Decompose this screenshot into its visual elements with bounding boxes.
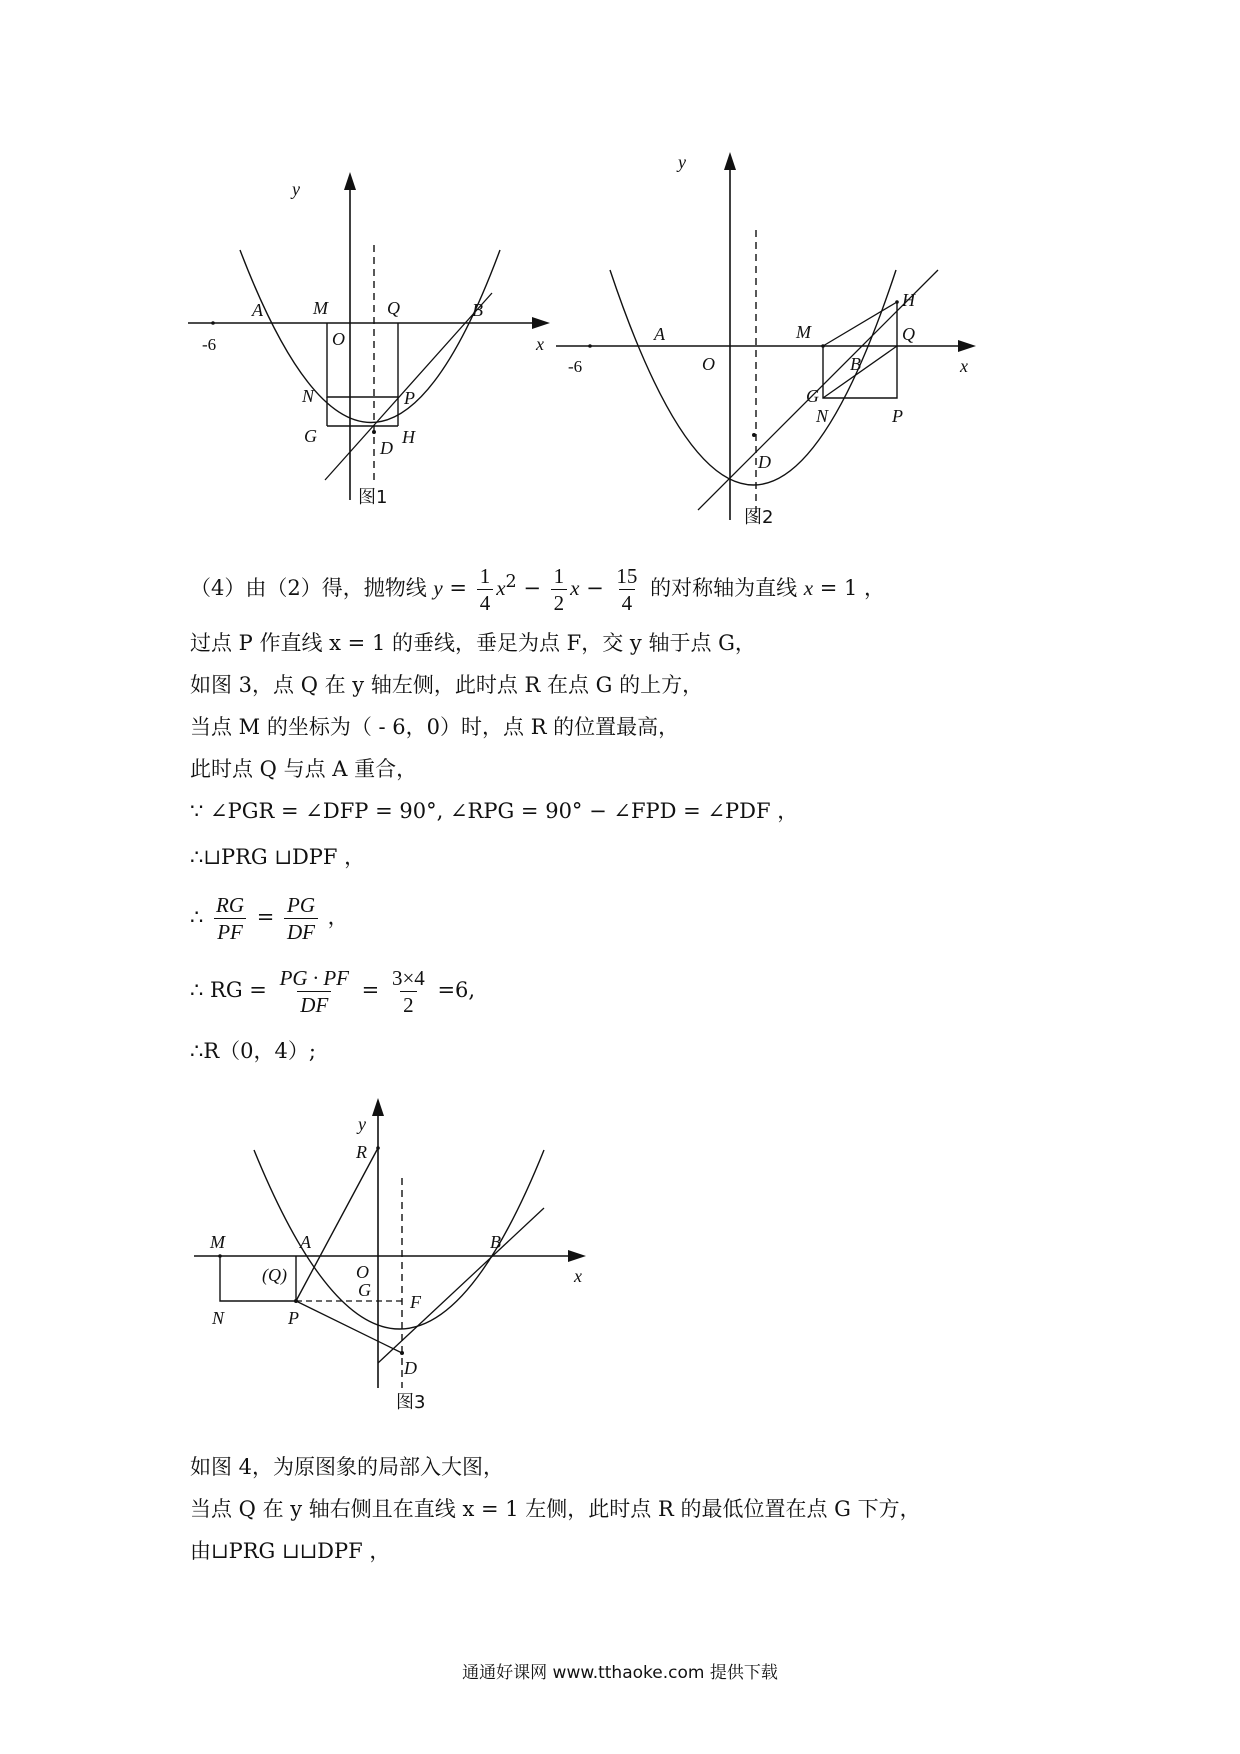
fig3-label-B: B — [490, 1232, 501, 1252]
fig3-label-y: y — [358, 1114, 366, 1134]
fig2-label-N: N — [816, 406, 829, 426]
fig1-label-G: G — [304, 426, 317, 446]
fig1-label-N: N — [302, 386, 315, 406]
fig3-label-P: P — [288, 1308, 299, 1328]
fig1-label-B: B — [472, 300, 483, 320]
fig3-label-N: N — [212, 1308, 225, 1328]
fraction-15-4: $\frac{15}{4}$ — [616, 564, 638, 615]
fig2-label-D: D — [758, 452, 771, 472]
text-line-11: 如图 4，为原图象的局部入大图， — [190, 1455, 505, 1479]
fig2-caption: 图2 — [744, 507, 774, 528]
fig3-label-O: O — [356, 1262, 369, 1282]
fraction-pg-pf-df: $\frac{PG \cdot PF}{DF}$ — [279, 966, 349, 1017]
text-line-4: 当点 M 的坐标为（ - 6，0）时，点 R 的位置最高， — [190, 715, 680, 739]
fig2-label-x: x — [960, 356, 968, 376]
fig2-label-O: O — [702, 354, 715, 374]
text-line-1: （4）由（2）得，抛物线 y = $\frac{1}{4}$ $x^2$ − $\frac{1}{2}$ x − $\frac{15}{4}$ 的对称轴为直线 x = 1 ， — [190, 564, 886, 615]
page-footer: 通通好课网 www.tthaoke.com 提供下载 — [462, 1663, 778, 1683]
figure-3 — [190, 1088, 610, 1438]
fig3-label-M: M — [210, 1232, 225, 1252]
fig2-label-H: H — [902, 290, 915, 310]
fig3-caption: 图3 — [396, 1392, 426, 1413]
fraction-3x4-2: $\frac{3\times 4}{2}$ — [391, 966, 425, 1017]
figure-2 — [548, 150, 988, 530]
fig1-label-O: O — [332, 329, 345, 349]
text-line-6: ∵ ∠PGR = ∠DFP = 90°, ∠RPG = 90° − ∠FPD = ∠PDF ， — [190, 799, 799, 823]
figure-1 — [180, 170, 560, 510]
fig1-label-x: x — [536, 334, 544, 354]
fig3-label-G: G — [358, 1280, 371, 1300]
fraction-pg-df: $\frac{PG}{DF}$ — [284, 892, 318, 945]
text-line-3: 如图 3，点 Q 在 y 轴左侧，此时点 R 在点 G 的上方， — [190, 673, 704, 697]
fig2-label-G: G — [806, 386, 819, 406]
figure-1-graph — [180, 170, 560, 510]
fraction-1-4: $\frac{1}{4}$ — [477, 563, 494, 616]
fig2-label-B: B — [850, 354, 861, 374]
fig3-label-x: x — [574, 1266, 582, 1286]
fig3-label-F: F — [410, 1292, 421, 1312]
fig1-label-H: H — [402, 427, 415, 447]
text-line-9: ∴ RG = $\frac{PG \cdot PF}{DF}$ = $\frac{3\times 4}{2}$ =6, — [190, 966, 476, 1017]
fig3-label-A: A — [300, 1232, 311, 1252]
text-line-10: ∴R（0，4）; — [190, 1039, 316, 1063]
fig1-caption: 图1 — [358, 487, 388, 508]
text-line-5: 此时点 Q 与点 A 重合， — [190, 757, 418, 781]
fig1-label-y: y — [292, 179, 300, 199]
fig3-label-Q: (Q) — [262, 1265, 287, 1285]
fig2-label-neg6: -6 — [568, 357, 583, 376]
figure-2-graph — [548, 150, 988, 530]
fig2-label-P: P — [892, 406, 903, 426]
fig2-label-Q: Q — [902, 324, 915, 344]
fig1-label-D: D — [380, 438, 393, 458]
text-line-8: ∴ $\frac{RG}{PF}$ = $\frac{PG}{DF}$ ， — [190, 893, 349, 944]
text-line-13: 由⊔PRG ⊔⊔DPF ， — [190, 1539, 391, 1563]
fraction-rg-pf: $\frac{RG}{PF}$ — [216, 893, 245, 944]
fig1-label-P: P — [404, 388, 415, 408]
fig3-label-D: D — [404, 1358, 417, 1378]
fig1-label-M: M — [313, 298, 328, 318]
fig1-label-neg6: -6 — [202, 335, 217, 354]
fig1-label-Q: Q — [387, 298, 400, 318]
fig2-label-M: M — [796, 322, 811, 342]
text-line-12: 当点 Q 在 y 轴右侧且在直线 x = 1 左侧，此时点 R 的最低位置在点 G 下方， — [190, 1497, 921, 1521]
fig3-label-R: R — [356, 1142, 367, 1162]
text-line-7: ∴⊔PRG ⊔DPF ， — [190, 845, 366, 869]
fig2-label-y: y — [678, 152, 686, 172]
figure-3-graph — [190, 1088, 610, 1438]
fig1-label-A: A — [252, 300, 263, 320]
fig2-label-A: A — [654, 324, 665, 344]
text-line-2: 过点 P 作直线 x = 1 的垂线，垂足为点 F，交 y 轴于点 G， — [190, 631, 756, 655]
fraction-1-2: $\frac{1}{2}$ — [551, 563, 568, 616]
